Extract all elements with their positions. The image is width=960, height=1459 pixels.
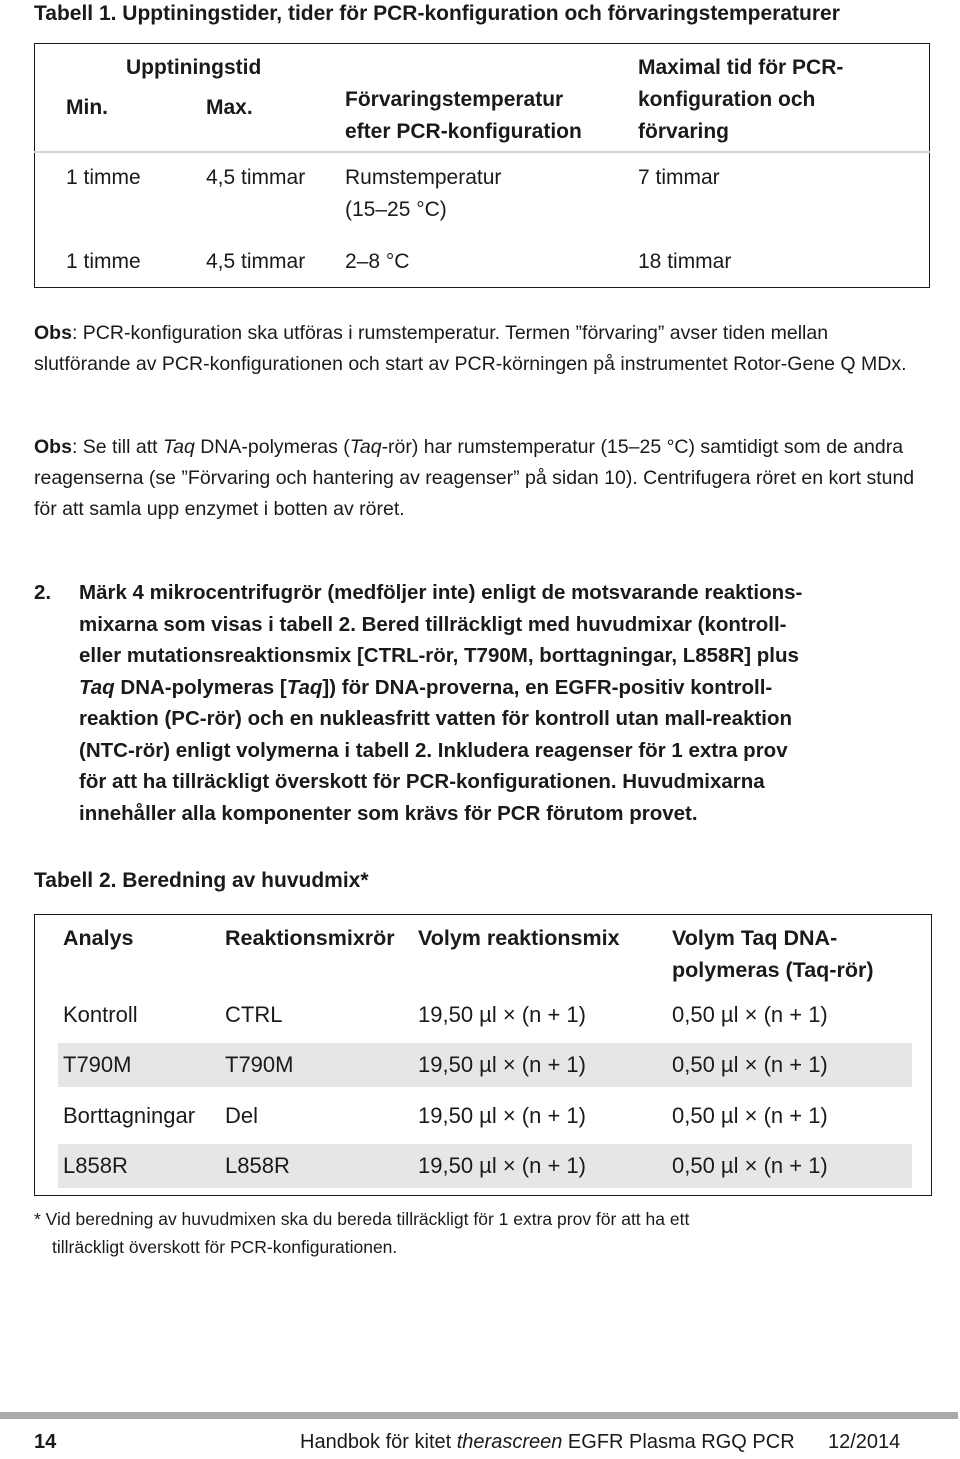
footer-title [300,1431,795,1454]
table2-cell-vol-mix: 19,50 µl × (n + 1) [418,1052,586,1077]
table2-cell-assay: T790M [63,1052,132,1077]
step-number: 2. [34,581,52,604]
table2-cell-tube: L858R [225,1153,290,1178]
table1-row2-min: 1 timme [66,250,141,273]
table2-cell-assay: Borttagningar [63,1103,196,1128]
footer-title-post: EGFR Plasma RGQ PCR [562,1431,795,1453]
table2-cell-vol-mix: 19,50 µl × (n + 1) [418,1153,586,1178]
step-line-part: ]) för DNA-proverna, en EGFR-positiv kontroll- [322,675,773,699]
note-1-label: Obs [34,322,72,344]
table1-header-separator [34,151,930,153]
table2-cell-vol-taq: 0,50 µl × (n + 1) [672,1103,828,1128]
table2-footnote [34,1205,914,1261]
footer-title-brand: therascreen [456,1431,563,1453]
step-taq: Taq [286,675,323,699]
table1-row1-temp-1: Rumstemperatur [345,166,502,189]
note-2-label: Obs [34,436,72,458]
table1-header-maxtime-2: konfiguration och [638,88,816,111]
table2-header-assay: Analys [63,926,134,950]
footnote-line-1: * Vid beredning av huvudmixen ska du bereda tillräckligt för 1 extra prov för att ha ett [34,1209,690,1229]
table2-cell-vol-taq: 0,50 µl × (n + 1) [672,1052,828,1077]
table1-header-storage-2: efter PCR-konfiguration [345,120,582,143]
step-line: (NTC-rör) enligt volymerna i tabell 2. Inkludera reagenser för 1 extra prov [79,738,788,762]
table2-cell-vol-taq: 0,50 µl × (n + 1) [672,1153,828,1178]
step-line: innehåller alla komponenter som krävs för PCR förutom provet. [79,801,698,825]
table2-cell-tube: T790M [225,1052,294,1077]
step-line: Märk 4 mikrocentrifugrör (medföljer inte) enligt de motsvarande reaktions- [79,581,803,604]
step-line: eller mutationsreaktionsmix [CTRL-rör, T790M, borttagningar, L858R] plus [79,644,799,667]
table2-cell-tube: Del [225,1103,259,1128]
step-line: för att ha tillräckligt överskott för PCR-konfigurationen. Huvudmixarna [79,770,765,793]
table2-cell-vol-taq: 0,50 µl × (n + 1) [672,1002,828,1027]
table1-header-maxtime-3: förvaring [638,120,730,143]
table2-cell-assay: Kontroll [63,1002,138,1027]
footer-title-pre: Handbok för kitet [300,1431,457,1453]
table1-row2-temp: 2–8 °C [345,250,410,273]
table1-row1-temp-2: (15–25 °C) [345,198,447,221]
footnote-line-2: tillräckligt överskott för PCR-konfigurationen. [52,1237,398,1257]
table1-title: Tabell 1. Upptiningstider, tider för PCR-konfiguration och förvaringstemperaturer [34,2,840,25]
table2-header-vol-taq-2: polymeras (Taq-rör) [672,958,874,982]
footer-date: 12/2014 [828,1431,901,1453]
table2-cell-vol-mix: 19,50 µl × (n + 1) [418,1002,586,1027]
table2-cell-vol-mix: 19,50 µl × (n + 1) [418,1103,586,1128]
note-2-text-a: : Se till att [71,436,163,458]
step-2-text [79,577,919,829]
step-taq: Taq [79,675,115,699]
table1-row1-maxtime: 7 timmar [638,166,720,189]
table1-header-min: Min. [66,96,108,119]
note-2-taq-2: Taq [349,436,382,458]
step-line-part: DNA-polymeras [ [120,675,287,699]
table1-header-storage-1: Förvaringstemperatur [345,88,564,111]
table1-row1-max: 4,5 timmar [206,166,306,189]
table1-header-max: Max. [206,96,253,119]
note-2-taq-1: Taq [162,436,195,458]
note-1 [34,318,924,380]
table1-row2-max: 4,5 timmar [206,250,306,273]
step-line: reaktion (PC-rör) och en nukleasfritt vatten för kontroll utan mall-reaktion [79,707,793,730]
step-line [79,672,919,704]
table2-header-vol-taq-1: Volym Taq DNA- [672,926,838,950]
table2-cell-tube: CTRL [225,1002,283,1027]
table2-header-vol-mix: Volym reaktionsmix [418,926,620,950]
table1-row2-maxtime: 18 timmar [638,250,732,273]
note-2-text-c: -rör) har rumstemperatur (15–25 °C) samtidigt som de andra reagenserna (se ”Förvaring och hantering av reagenser” på sidan 10). Centrifugera röret en kort stund för att samla upp enzymet i botten av röret. [34,436,915,520]
table2-title: Tabell 2. Beredning av huvudmix* [34,869,369,892]
note-2-text-b: DNA-polymeras ( [194,436,350,458]
footer-rule [0,1412,958,1419]
note-1-text: : PCR-konfiguration ska utföras i rumstemperatur. Termen ”förvaring” avser tiden mellan slutförande av PCR-konfigurationen och start av PCR-körningen på instrumentet Rotor-Gene Q MDx. [34,322,907,375]
page-number: 14 [34,1431,57,1453]
table2-cell-assay: L858R [63,1153,128,1178]
table1-header-thawing: Upptiningstid [126,56,262,79]
table1-header-maxtime-1: Maximal tid för PCR- [638,56,844,79]
table2-header-tube: Reaktionsmixrör [225,926,395,950]
table1-row1-min: 1 timme [66,166,141,189]
note-2 [34,432,924,525]
step-line: mixarna som visas i tabell 2. Bered tillräckligt med huvudmixar (kontroll- [79,612,787,636]
